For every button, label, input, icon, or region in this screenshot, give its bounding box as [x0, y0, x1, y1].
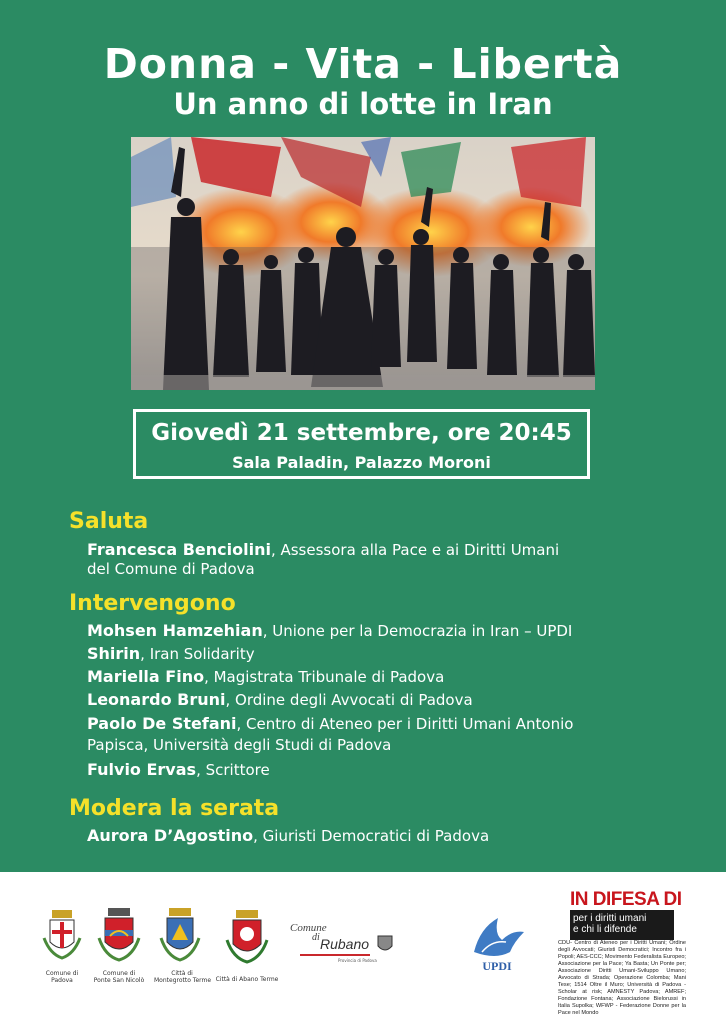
- speaker-role: , Scrittore: [196, 761, 270, 779]
- protest-painting: [131, 137, 595, 390]
- event-date: Giovedì 21 settembre, ore 20:45: [151, 420, 572, 446]
- saluta-line-1: [87, 540, 559, 559]
- svg-text:UPDI: UPDI: [482, 959, 512, 973]
- abano-crest-icon: [224, 908, 270, 966]
- moderator-row: [87, 826, 489, 845]
- event-venue: Sala Paladin, Palazzo Moroni: [232, 453, 491, 472]
- speaker-name: Aurora D’Agostino: [87, 826, 254, 845]
- logo-caption-ponte: Comune di Ponte San Nicolò: [93, 970, 145, 984]
- speaker-role: , Assessora alla Pace e ai Diritti Umani: [270, 541, 560, 559]
- speaker-name: Leonardo Bruni: [87, 690, 226, 709]
- rubano-crest-icon: [376, 934, 394, 954]
- saluta-line-2: del Comune di Padova: [87, 560, 255, 578]
- ponte-san-nicolo-crest-icon: [96, 906, 142, 966]
- logo-caption-montegrotto: Città di Montegrotto Terme: [154, 970, 212, 984]
- speaker-name: Paolo De Stefani: [87, 714, 237, 733]
- speaker-row: [87, 621, 572, 640]
- intervengono-heading: Intervengono: [69, 591, 236, 616]
- speaker-role: , Centro di Ateneo per i Diritti Umani Antonio: [236, 715, 574, 733]
- in-difesa-di-banner: per i diritti umani e chi li difende: [570, 910, 674, 940]
- speaker-name: Francesca Benciolini: [87, 540, 271, 559]
- speaker-role: , Unione per la Democrazia in Iran – UPDI: [262, 622, 573, 640]
- speaker-row: [87, 714, 573, 733]
- speaker-name: Shirin: [87, 644, 141, 663]
- speaker-role: , Ordine degli Avvocati di Padova: [225, 691, 473, 709]
- in-difesa-di-members: CDU- Centro di Ateneo per i Diritti Umani; Ordine degli Avvocati; Giuristi Democratici; Incontro fra i Popoli; AES-CCC; Movimento Federalista Europeo; Associazione per la Pace; Ya Basta; Un Ponte per; Associazione Diritti Umani-Sviluppo Umano; Avvocato di Strada; Operazione Colomba; Mani Tese; 1514 Oltre il Muro; Università di Padova - Scholar at risk; AMNESTY Padova; AMREF; Fondazione Fontana; Associazione Bielorussi in Italia Supolka; WFWP - Federazione Donne per la Pace nel Mondo: [558, 940, 686, 1016]
- speaker-row: [87, 667, 444, 686]
- speaker-role: , Iran Solidarity: [140, 645, 255, 663]
- updi-dove-logo: [466, 912, 528, 974]
- in-difesa-di-title: IN DIFESA DI: [570, 889, 682, 910]
- speaker-name: Mariella Fino: [87, 667, 205, 686]
- speaker-row: [87, 644, 255, 663]
- speaker-row: [87, 760, 270, 779]
- poster-subtitle: Un anno di lotte in Iran: [173, 87, 553, 121]
- speaker-role-continued: Papisca, Università degli Studi di Padova: [87, 736, 392, 754]
- speaker-name: Fulvio Ervas: [87, 760, 197, 779]
- logo-caption-padova: Comune di Padova: [45, 970, 79, 984]
- speaker-role: , Magistrata Tribunale di Padova: [204, 668, 445, 686]
- speaker-role: , Giuristi Democratici di Padova: [253, 827, 490, 845]
- saluta-heading: Saluta: [69, 509, 149, 534]
- modera-heading: Modera la serata: [69, 796, 280, 821]
- speaker-name: Mohsen Hamzehian: [87, 621, 263, 640]
- rubano-logo: Comune di Rubano Provincia di Padova: [290, 922, 400, 966]
- event-info-box: [133, 409, 590, 479]
- montegrotto-crest-icon: [158, 906, 202, 966]
- padova-crest-icon: [42, 908, 82, 964]
- poster-title: Donna - Vita - Libertà: [103, 40, 623, 88]
- speaker-row: [87, 690, 473, 709]
- logo-caption-abano: Città di Abano Terme: [215, 976, 279, 983]
